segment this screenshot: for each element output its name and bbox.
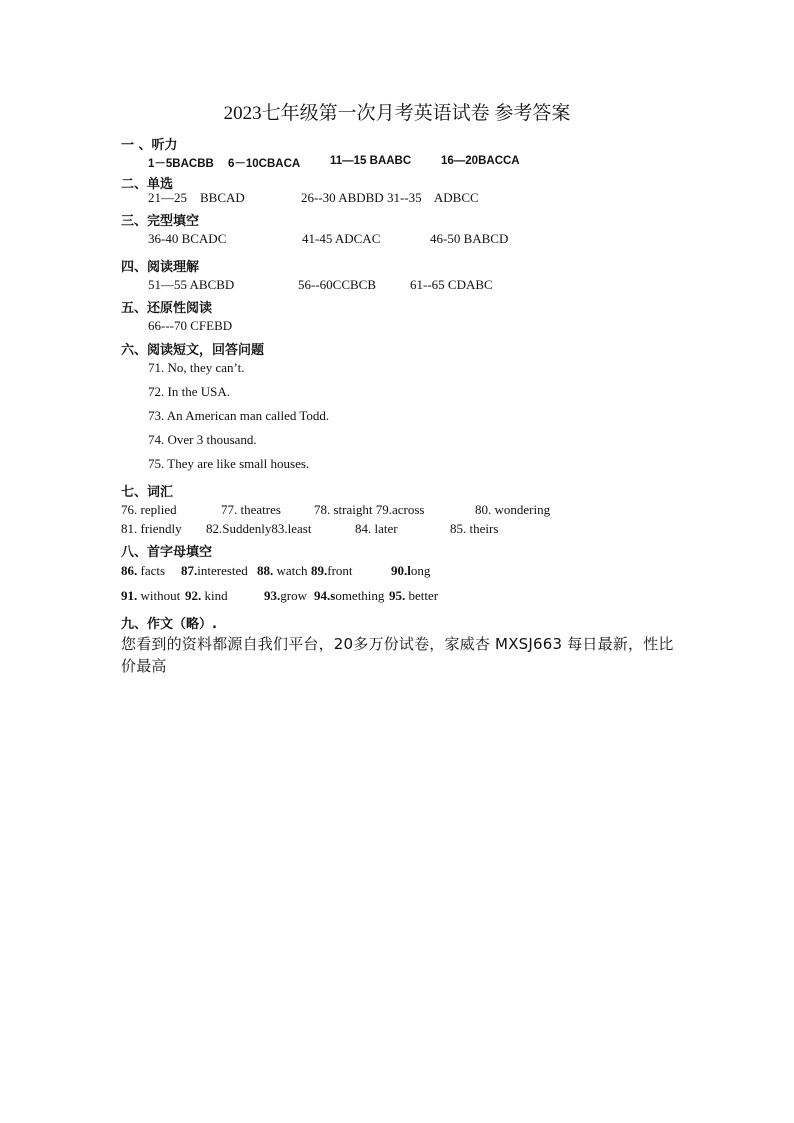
section-7-heading: 七、词汇 xyxy=(121,485,174,500)
word-95: better xyxy=(405,588,439,603)
answer-61-65: 61--65 CDABC xyxy=(410,277,493,292)
word-89: front xyxy=(327,563,353,578)
word-88: watch xyxy=(273,563,308,578)
word-87: interested xyxy=(197,563,248,578)
section-9-heading: 九、作文（略）. xyxy=(121,617,217,632)
number-92: 92. xyxy=(185,588,202,603)
section-2-heading: 二、单选 xyxy=(121,177,174,192)
answer-88 xyxy=(257,563,308,579)
word-91: without xyxy=(137,588,181,603)
answer-74: 74. Over 3 thousand. xyxy=(148,432,257,447)
answer-1-5: 1－5BACBB xyxy=(148,158,214,170)
number-95: 95. xyxy=(389,588,406,603)
answer-82-83: 82.Suddenly83.least xyxy=(206,521,312,536)
answer-71: 71. No, they can’t. xyxy=(148,360,245,375)
answer-84: 84. later xyxy=(355,521,398,536)
promo-note: 您看到的资料都源自我们平台，20多万份试卷，家威杏 MXSJ663 每日最新，性比价最高 xyxy=(121,635,674,675)
number-91: 91. xyxy=(121,588,138,603)
answer-95 xyxy=(389,588,438,604)
section-3-heading: 三、完型填空 xyxy=(121,214,200,229)
page-title: 2023七年级第一次月考英语试卷 参考答案 xyxy=(223,103,571,124)
word-94: omething xyxy=(335,588,385,603)
number-90: 90.l xyxy=(391,563,411,578)
answer-6-10: 6－10CBACA xyxy=(228,158,301,170)
answer-72: 72. In the USA. xyxy=(148,384,230,399)
section-1-heading: 一 、听力 xyxy=(121,138,178,153)
answer-75: 75. They are like small houses. xyxy=(148,456,310,471)
answer-46-50: 46-50 BABCD xyxy=(430,231,509,246)
section-6-heading: 六、阅读短文，回答问题 xyxy=(121,343,265,358)
word-90: ong xyxy=(410,563,431,578)
number-93: 93. xyxy=(264,588,281,603)
word-93: grow xyxy=(280,588,307,603)
answer-66-70: 66---70 CFEBD xyxy=(148,318,233,333)
answer-86 xyxy=(121,563,165,579)
answer-36-40: 36-40 BCADC xyxy=(148,231,227,246)
answer-80: 80. wondering xyxy=(475,502,551,517)
word-92: kind xyxy=(201,588,228,603)
answer-26-35: 26--30 ABDBD 31--35 ADBCC xyxy=(301,190,479,205)
answer-77: 77. theatres xyxy=(221,502,281,517)
number-88: 88. xyxy=(257,563,274,578)
answer-16-20: 16—20BACCA xyxy=(441,155,520,167)
section-8-heading: 八、首字母填空 xyxy=(121,545,213,560)
answer-51-55: 51—55 ABCBD xyxy=(148,277,235,292)
section-5-heading: 五、还原性阅读 xyxy=(121,301,213,316)
answer-76: 76. replied xyxy=(121,502,177,517)
answer-21-25: 21—25 BBCAD xyxy=(148,190,245,205)
number-86: 86. xyxy=(121,563,138,578)
answer-85: 85. theirs xyxy=(450,521,499,536)
answer-92 xyxy=(185,588,228,604)
answer-73: 73. An American man called Todd. xyxy=(148,408,330,423)
section-4-heading: 四、阅读理解 xyxy=(121,260,200,275)
answer-94 xyxy=(314,588,384,604)
answer-56-60: 56--60CCBCB xyxy=(298,277,377,292)
answer-81: 81. friendly xyxy=(121,521,182,536)
number-94: 94.s xyxy=(314,588,336,603)
number-89: 89. xyxy=(311,563,328,578)
answer-78-79: 78. straight 79.across xyxy=(314,502,425,517)
answer-89 xyxy=(311,563,353,579)
number-87: 87. xyxy=(181,563,198,578)
answer-41-45: 41-45 ADCAC xyxy=(302,231,381,246)
word-86: facts xyxy=(137,563,166,578)
answer-90 xyxy=(391,563,430,579)
answer-11-15: 11—15 BAABC xyxy=(330,155,412,167)
answer-87 xyxy=(181,563,248,579)
answer-93 xyxy=(264,588,307,604)
answer-91 xyxy=(121,588,180,604)
